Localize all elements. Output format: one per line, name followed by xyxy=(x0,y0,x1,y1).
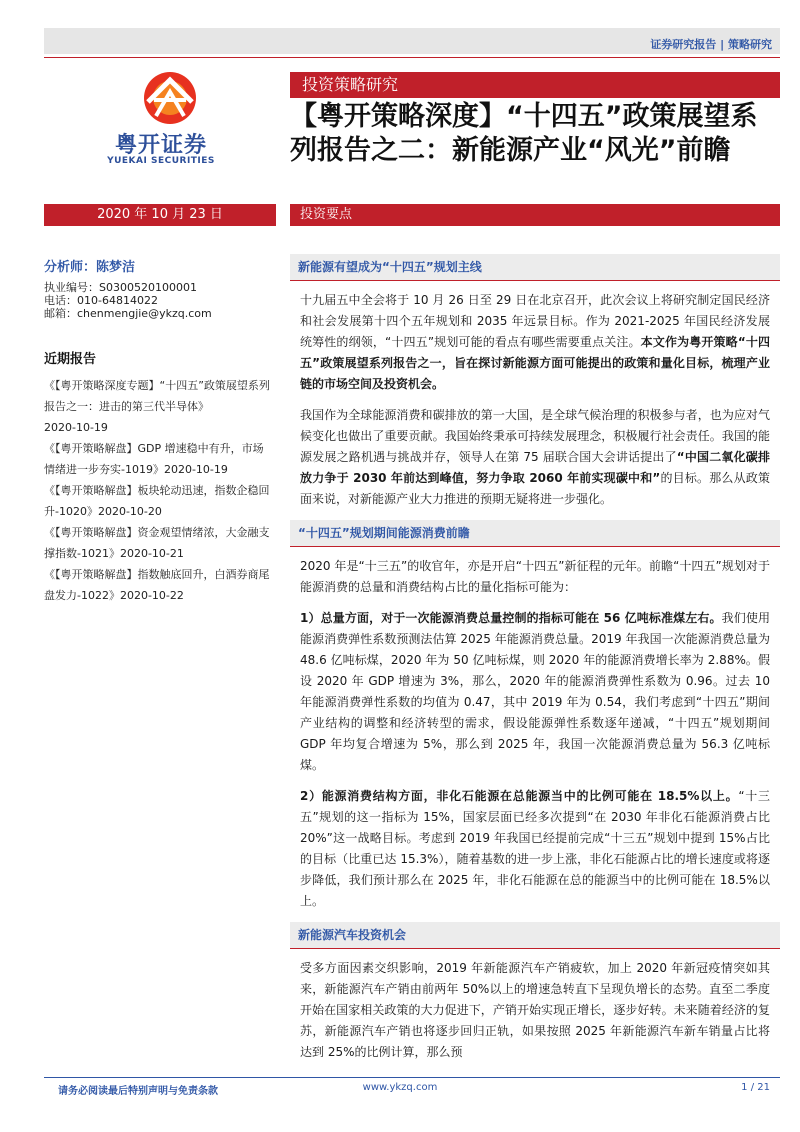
recent-report-item xyxy=(44,564,274,606)
report-category: 投资策略研究 xyxy=(290,72,780,98)
paragraph-emphasis: “中国二氧化碳排放力争于 2030 年前达到峰值，努力争取 2060 年前实现碳中和” xyxy=(300,450,770,485)
paragraph-text: 2020 年是“十三五”的收官年，亦是开启“十四五”新征程的元年。前瞻“十四五”规划对于能源消费的总量和消费结构占比的量化指标可能为： xyxy=(300,559,770,594)
footer-disclaimer: 请务必阅读最后特别声明与免责条款 xyxy=(58,1086,218,1097)
main-content xyxy=(290,248,780,1073)
recent-report-link[interactable]: 《【粤开策略解盘】GDP 增速稳中有升，市场情绪进一步夯实-1019》2020-10-19 xyxy=(44,442,264,476)
logo-name-cn: 粤开证券 xyxy=(114,133,207,158)
section-heading: “十四五”规划期间能源消费前瞻 xyxy=(290,520,780,546)
recent-report-item xyxy=(44,480,274,522)
recent-report-link[interactable]: 《【粤开策略解盘】资金观望情绪浓，大金融支撑指数-1021》2020-10-21 xyxy=(44,526,270,560)
key-points-label: 投资要点 xyxy=(290,204,780,226)
recent-report-link[interactable]: 《【粤开策略解盘】指数触底回升，白酒券商尾盘发力-1022》2020-10-22 xyxy=(44,568,270,602)
paragraph-emphasis: 1）总量方面，对于一次能源消费总量控制的指标可能在 56 亿吨标准煤左右。 xyxy=(300,611,722,625)
analyst-name: 分析师：陈梦洁 xyxy=(44,260,136,275)
paragraph xyxy=(290,958,780,1063)
paragraph xyxy=(290,405,780,510)
analyst-email: 邮箱：chenmengjie@ykzq.com xyxy=(44,307,212,320)
footer-divider xyxy=(44,1077,780,1078)
paragraph-emphasis: 2）能源消费结构方面，非化石能源在总能源当中的比例可能在 18.5%以上。 xyxy=(300,789,739,803)
paragraph-tail: 我们使用能源消费弹性系数预测法估算 2025 年能源消费总量。2019 年我国一次能源消费总量为 48.6 亿吨标煤，2020 年为 50 亿吨标煤，则 2020 年的能源消费增长率为 2.88%。假设 2020 年 GDP 增速为 3%，那么，2020 年的能源消费弹性系数为 0.96。过去 10 年能源消费弹性系数的均值为 0.47，其中 2019 年为 0.54，我们考虑到“十四五”期间产业结构的调整和经济转型的需求，假设能源弹性系数逐年递减，“十四五”规划期间 GDP 年均复合增速为 5%，那么到 2025 年，我国一次能源消费总量为 56.3 亿吨标煤。 xyxy=(300,611,770,772)
paragraph-text: 我国作为全球能源消费和碳排放的第一大国，是全球气候治理的积极参与者，也为应对气候变化也做出了重要贡献。我国始终秉承可持续发展理念，积极履行社会责任。我国的能源发展之路机遇与挑战并存，领导人在第 75 届联合国大会讲话提出了 xyxy=(300,408,770,464)
footer-website: www.ykzq.com xyxy=(362,1082,438,1093)
recent-report-date: 2020-10-19 xyxy=(44,421,108,434)
recent-report-item xyxy=(44,438,274,480)
paragraph xyxy=(290,290,780,395)
report-title: 【粤开策略深度】“十四五”政策展望系列报告之二：新能源产业“风光”前瞻 xyxy=(290,101,758,166)
recent-report-link[interactable]: 《【粤开策略深度专题】“十四五”政策展望系列报告之一：进击的第三代半导体》 xyxy=(44,379,270,413)
paragraph xyxy=(290,786,780,912)
header-section-label: 证券研究报告 | 策略研究 xyxy=(650,38,772,51)
logo-name-en: YUEKAI SECURITIES xyxy=(107,156,215,166)
recent-report-link[interactable]: 《【粤开策略解盘】板块轮动迅速，指数企稳回升-1020》2020-10-20 xyxy=(44,484,270,518)
recent-report-item xyxy=(44,522,274,564)
sidebar xyxy=(44,256,274,606)
paragraph xyxy=(290,608,780,776)
section-heading: 新能源有望成为“十四五”规划主线 xyxy=(290,254,780,280)
paragraph-text: 受多方面因素交织影响，2019 年新能源汽车产销疲软，加上 2020 年新冠疫情突如其来，新能源汽车产销由前两年 50%以上的增速急转直下呈现负增长的态势。直至二季度开始在国家相关政策的大力促进下，产销开始实现正增长，逐步好转。未来随着经济的复苏，新能源汽车产销也将逐步回归正轨，如果按照 2025 年新能源汽车新车销量占比将达到 25%的比例计算，那么预 xyxy=(300,961,770,1059)
header-divider xyxy=(44,57,780,58)
paragraph-text: 十九届五中全会将于 10 月 26 日至 29 日在北京召开，此次会议上将研究制定国民经济和社会发展第十四个五年规划和 2035 年远景目标。作为 2021-2025 年国民经济发展统筹性的纲领，“十四五”规划可能的看点有哪些需要重点关注。 xyxy=(300,293,770,349)
paragraph-tail: 的目标。那么从政策面来说，对新能源产业大力推进的预期无疑将进一步强化。 xyxy=(300,471,770,506)
footer-page-number: 1 / 21 xyxy=(741,1082,770,1093)
analyst-phone: 电话：010-64814022 xyxy=(44,294,158,307)
recent-reports-title: 近期报告 xyxy=(44,352,97,367)
report-date: 2020 年 10 月 23 日 xyxy=(44,204,276,226)
section-heading: 新能源汽车投资机会 xyxy=(290,922,780,948)
paragraph xyxy=(290,556,780,598)
paragraph-tail: “十三五”规划的这一指标为 15%，国家层面已经多次提到“在 2030 年非化石能源消费占比 20%”这一战略目标。考虑到 2019 年我国已经提前完成“十三五”规划中提到 15%占比的目标（比重已达 15.3%），随着基数的进一步上涨，非化石能源占比的增长速度或将逐步降低，我们预计那么在 2025 年，非化石能源在总的能源当中的比例可能在 18.5%以上。 xyxy=(300,789,770,908)
analyst-license: 执业编号：S0300520100001 xyxy=(44,281,197,294)
paragraph-emphasis: 本文作为粤开策略“十四五”政策展望系列报告之一，旨在探讨新能源方面可能提出的政策和量化目标，梳理产业链的市场空间及投资机会。 xyxy=(300,335,770,391)
recent-report-item xyxy=(44,375,274,438)
